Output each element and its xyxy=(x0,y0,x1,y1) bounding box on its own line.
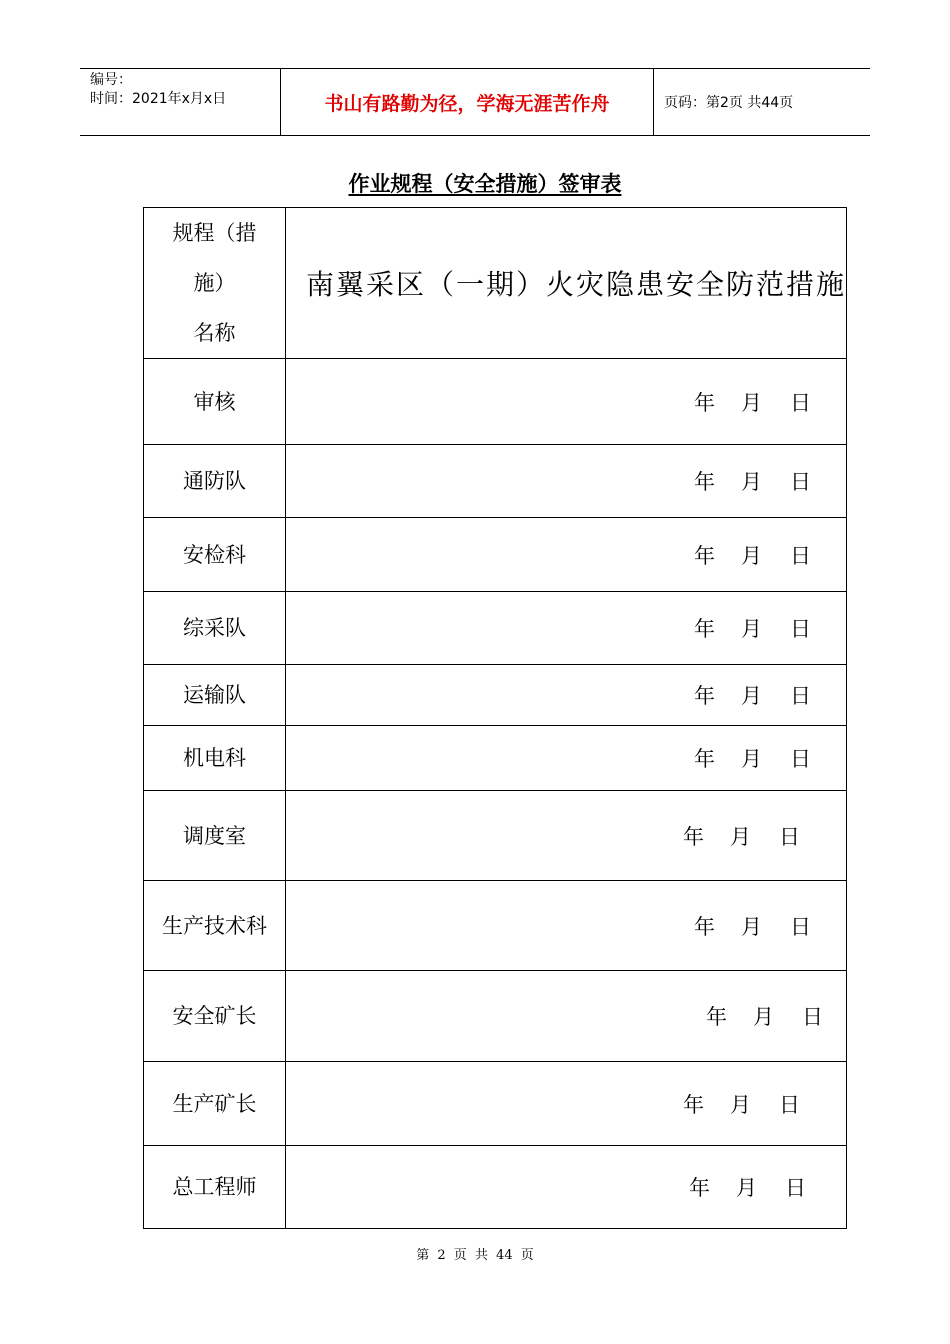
page-footer: 第 2 页 共 44 页 xyxy=(416,1248,534,1263)
form-title xyxy=(0,170,950,198)
date-placeholder: 年 月 日 xyxy=(706,1005,823,1029)
signature-date-cell[interactable] xyxy=(286,359,847,445)
signature-date-cell[interactable] xyxy=(286,445,847,518)
signature-date-cell[interactable] xyxy=(286,881,847,971)
date-placeholder: 年 月 日 xyxy=(694,747,811,771)
date-placeholder: 年 月 日 xyxy=(683,1092,800,1117)
table-row xyxy=(144,1146,847,1229)
document-time-label: 时间：2021年x月x日 xyxy=(90,91,227,107)
table-row xyxy=(144,359,847,445)
date-placeholder: 年 月 日 xyxy=(694,543,811,568)
signature-date-cell[interactable] xyxy=(286,791,847,881)
table-row xyxy=(144,665,847,726)
signature-date-cell[interactable] xyxy=(286,1146,847,1229)
date-placeholder: 年 月 日 xyxy=(694,914,811,939)
signature-date-cell[interactable] xyxy=(286,726,847,791)
row-label: 安全矿长 xyxy=(144,971,286,1062)
table-row xyxy=(144,971,847,1062)
row-label: 生产技术科 xyxy=(144,881,286,971)
table-row xyxy=(144,791,847,881)
row-label: 审核 xyxy=(144,359,286,445)
table-row xyxy=(144,726,847,791)
measure-name-cell: 南翼采区（一期）火灾隐患安全防范措施 xyxy=(286,208,847,359)
document-header xyxy=(80,68,870,136)
date-placeholder: 年 月 日 xyxy=(683,824,800,849)
header-page-cell xyxy=(654,69,870,135)
name-label-line: 规程（措 xyxy=(172,221,257,245)
date-placeholder: 年 月 日 xyxy=(689,1176,806,1200)
row-label: 生产矿长 xyxy=(144,1062,286,1146)
signature-date-cell[interactable] xyxy=(286,665,847,726)
name-label-line: 名称 xyxy=(193,321,236,345)
table-row xyxy=(144,881,847,971)
row-label: 运输队 xyxy=(144,665,286,726)
header-motto: 书山有路勤为径，学海无涯苦作舟 xyxy=(324,93,610,115)
row-label: 总工程师 xyxy=(144,1146,286,1229)
row-label: 机电科 xyxy=(144,726,286,791)
table-row xyxy=(144,445,847,518)
row-label: 调度室 xyxy=(144,791,286,881)
row-label: 综采队 xyxy=(144,592,286,665)
document-number-label: 编号： xyxy=(90,72,132,88)
date-placeholder: 年 月 日 xyxy=(694,390,811,415)
row-label: 通防队 xyxy=(144,445,286,518)
table-row xyxy=(144,518,847,592)
signoff-table xyxy=(143,207,847,1229)
table-row xyxy=(144,592,847,665)
header-meta-cell xyxy=(80,69,281,135)
signature-date-cell[interactable] xyxy=(286,518,847,592)
date-placeholder: 年 月 日 xyxy=(694,684,811,708)
header-page-info: 页码：第2页 共44页 xyxy=(664,95,794,111)
name-label-cell xyxy=(144,208,286,359)
row-label: 安检科 xyxy=(144,518,286,592)
signature-date-cell[interactable] xyxy=(286,1062,847,1146)
signature-date-cell[interactable] xyxy=(286,592,847,665)
header-motto-cell xyxy=(281,69,654,135)
name-row xyxy=(144,208,847,359)
signature-date-cell[interactable] xyxy=(286,971,847,1062)
form-title-text: 作业规程（安全措施）签审表 xyxy=(348,172,622,196)
date-placeholder: 年 月 日 xyxy=(694,617,811,641)
table-row xyxy=(144,1062,847,1146)
name-label-line: 施） xyxy=(193,271,236,295)
date-placeholder: 年 月 日 xyxy=(694,470,811,494)
